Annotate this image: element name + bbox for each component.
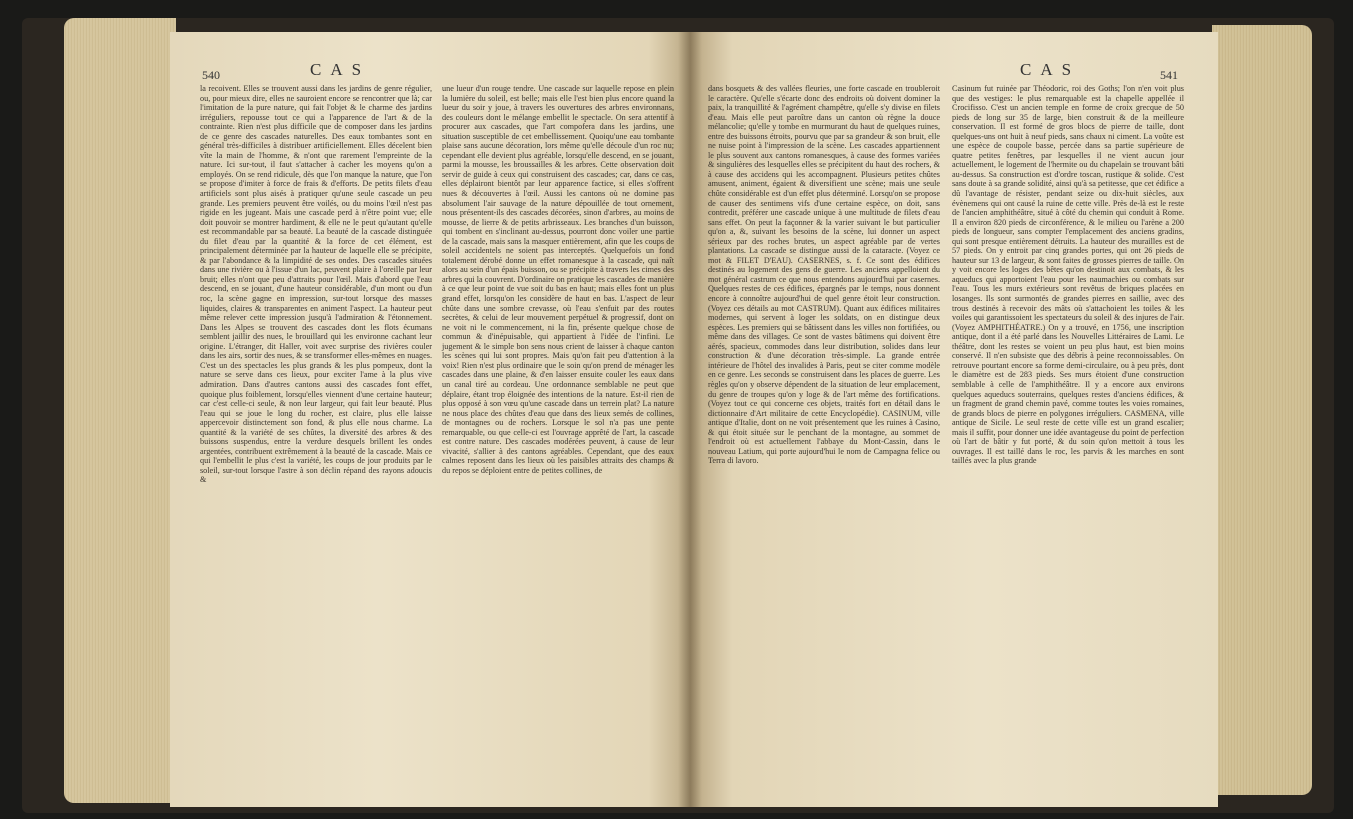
text-column: la recoivent. Elles se trouvent aussi dans les jardins de genre régulier, ou, pour mieux dire, elles ne sauroient encore se rencontrer que là; car l'imitation de la pure nature, qui fait l'objet & le charme des jardins irréguliers, repousse tout ce qui a l'apparence de l'art & de la contrainte. Rien n'est plus difficile que de composer dans les jardins de ce genre des cascades naturelles. Des eaux tombantes sont en général très-difficiles à distribuer artificiellement. Elles décelent bien vîte la main de l'homme, & n'ont que rarement l'empreinte de la nature. Ici sur-tout, il faut s'attacher à cacher les moyens qu'on a employés. On se rend ridicule, dès que l'on manque la nature, que l'on se propose d'imiter à force de frais & d'efforts. De petits filets d'eau artificiels sont plus aisés à pratiquer qu'une seule cascade un peu grande. Les premiers peuvent être voilés, ou du moins l'œil n'est pas rigide en les jugeant. Mais une cascade perd à n'être point vue; elle doit pouvoir se montrer hardiment, & elle ne le peut qu'autant qu'elle est recommandable par sa beauté. La beauté de la cascade distinguée du filet d'eau par la quantité & la force de cet élément, est principalement déterminée par la hauteur de laquelle elle se précipite, & par l'abondance & la limpidité de ses ondes. Des cascades situées dans une rivière ou à l'issue d'un lac, peuvent plaire à l'oreille par leur bruit; elles n'ont que peu d'attraits pour l'œil. Mais d'abord que l'eau descend, en se jouant, d'une hauteur considérable, d'un mont ou d'un roc, la scène gagne en impression, sur-tout lorsque des masses liquides, claires & transparentes en animent l'aspect. La hauteur peut même relever cette impression jusqu'à l'admiration & l'étonnement. Dans les Alpes se trouvent des cascades dont les flots écumans semblent jaillir des nues, le brouillard qui les environne cachant leur origine. L'étranger, dit Haller, voit avec surprise des rivières couler dans les airs, sortir des nues, & se transformer elles-mêmes en nuages. C'est un des spectacles les plus grands & les plus pompeux, dont la nature se serve dans ces lieux, pour exciter l'ame à la plus vive admiration. Dans d'autres cantons aussi des cascades font effet, quoique plus foiblement, lorsqu'elles viennent d'une certaine hauteur; car c'est celle-ci seule, & non leur largeur, qui fait leur beauté. Plus l'eau qui se joue le long du rocher, est claire, plus elle laisse appercevoir distinctement son fond, & plus elle nous charme. La quantité & la variété de ses chûtes, la diversité des arbres & des buissons suspendus, entre la verdure desquels brillent les ondes argentées, contribuent extrêmement à la beauté de la cascade. Mais ce qui l'embellit le plus c'est la variété, les coups de jour produits par le soleil, sur-tout lorsque l'astre à son déclin répand des rayons adoucis &	[200, 84, 432, 485]
left-page	[170, 32, 690, 807]
page-edges-right	[1212, 25, 1312, 795]
page-number: 540	[202, 68, 220, 82]
text-column: dans bosquets & des vallées fleuries, une forte cascade en troubleroit le caractère. Qu'elle s'écarte donc des endroits où doivent dominer la paix, la tranquillité & l'agrément champêtre, qu'elle s'y divise en filets d'eau. Mais elle peut paroître dans un canton où règne la douce mélancolie; qu'elle y tombe en murmurant du haut de quelques ruines, entre des buissons étroits, pourvu que par sa grandeur & son bruit, elle ne nuise point à l'impression de la scène. Les cascades appartiennent le plus souvent aux cantons romanesques, à cause des formes variées & singulières des lesquelles elles se précipitent du haut des rochers, & à cause des accidens qui les accompagnent. Plusieurs petites chûtes amusent, animent, égaient & diversifient une scène; mais une seule chûte considérable est d'un effet plus déterminé. Lorsqu'on se propose de causer des sentimens vifs d'une certaine espèce, on doit, sans contredit, préférer une cascade unique à une multitude de filets d'eau sans effet. On peut la façonner & la varier suivant le but particulier qu'on a, &, suivant les besoins de la scène, lui donner un aspect sérieux par des roches brutes, un aspect agréable par de vertes plantations. La cascade se distingue aussi de la cataracte. (Voyez ce mot & FILET D'EAU). CASERNES, s. f. Ce sont des édifices destinés au logement des gens de guerre. Les anciens appelloient du mot général castrum ce que nous entendons aujourd'hui par casernes. Quelques restes de ces édifices, épargnés par le temps, nous donnent encore à connoître aujourd'hui de quel genre étoit leur construction. (Voyez ces détails au mot CASTRUM). Quant aux édifices militaires modernes, qui servent à loger les soldats, on en distingue deux espèces. Les premiers qui se bâtissent dans les villes non fortifiées, ou même dans des villages. Ce sont de vastes bâtimens qui doivent être aérés, spacieux, commodes dans leur distribution, solides dans leur construction & d'une décoration très-simple. La grande entrée intérieure de l'hôtel des invalides à Paris, peut se citer comme modèle en ce genre. Les seconds se construisent dans les places de guerre. Les règles qu'on y observe dépendent de la situation de leur emplacement, du genre de troupes qu'on y loge & de l'art même des fortifications. (Voyez tout ce qui concerne ces objets, traités fort en détail dans le dictionnaire d'Art militaire de cette Encyclopédie). CASINUM, ville antique d'Italie, dont on ne voit présentement que les ruines à Casino, & qui étoit située sur le penchant de la montagne, au sommet de l'endroit où est actuellement l'abbaye du Mont-Cassin, dans le nouveau Latium, qui porte aujourd'hui le nom de Campagna felice ou Terra di lavoro.	[708, 84, 940, 466]
page-number: 541	[1160, 68, 1178, 82]
right-page	[690, 32, 1218, 807]
page-edges-left	[64, 18, 176, 803]
running-head: CAS	[1020, 60, 1081, 79]
running-head: CAS	[310, 60, 371, 79]
book-gutter	[678, 32, 702, 807]
text-column: Casinum fut ruinée par Théodoric, roi des Goths; l'on n'en voit plus que des vestiges: le plus remarquable est la chapelle appellée il Crocifisso. C'est un ancien temple en forme de croix grecque de 50 pieds de long sur 35 de large, bien construit & de la meilleure conservation. Il est formé de gros blocs de pierre de taille, dont quelques-uns ont huit à neuf pieds, sans chaux ni ciment. La voûte est une espèce de coupole basse, percée dans sa partie supérieure de quatre petites fenêtres, par lesquelles il ne vient aucun jour actuellement, le logement de l'hermite ou du chapelain se trouvant bâti au-dessus. Sa construction est d'ordre toscan, rustique & solide. C'est sans doute à sa grande solidité, ainsi qu'à sa petitesse, que cet édifice a dû l'avantage de résister, pendant seize ou dix-huit siècles, aux évènemens qui ont causé la ruine de cette ville. Près de-là est le reste de l'ancien amphithéâtre, situé à côté du chemin qui conduit à Rome. Il a environ 820 pieds de circonférence, & le milieu ou l'arène a 200 pieds de longueur, sans compter l'emplacement des anciens gradins, qui sont presque entièrement détruits. La hauteur des murailles est de 57 pieds. On y entroit par cinq grandes portes, qui ont 26 pieds de hauteur sur 13 de largeur, & sont faites de grosses pierres de taille. On y voit encore les loges des bêtes qu'on destinoit aux combats, & les aqueducs qui apportoient l'eau pour les naumachies ou combats sur l'eau. Tous les murs extérieurs sont revêtus de briques placées en losanges. Ils sont surmontés de grandes pierres en saillie, avec des trous destinés à recevoir des mâts où s'attachoient les toiles & les voiles qui garantissoient les spectateurs du soleil & des injures de l'air. (Voyez AMPHITHÉATRE.) On y a trouvé, en 1756, une inscription antique, dont il a été parlé dans les Nouvelles Littéraires de Lami. Le théâtre, dont les restes se voient un peu plus haut, est bien moins conservé. Il n'en subsiste que des débris à peine reconnoissables. On retrouve pourtant encore sa forme demi-circulaire, ou à peu près, dont le diamètre est de 283 pieds. Ses murs étoient d'une construction semblable à celle de l'amphithéâtre. Il y a encore aux environs quelques aqueducs souterrains, quelques restes d'anciens édifices, & un fragment de grand chemin pavé, comme toutes les voies romaines, de grands blocs de pierre en polygones irréguliers. CASMENA, ville antique de Sicile. Le seul reste de cette ville est un grand escalier; mais il suffit, pour donner une idée avantageuse du point de perfection où l'art de bâtir y fut porté, & du soin qu'on mettoit à tous les ouvrages. Il est taillé dans le roc, les parvis & les marches en sont taillés avec la plus grande	[952, 84, 1184, 466]
text-column: une lueur d'un rouge tendre. Une cascade sur laquelle repose en plein la lumière du soleil, est belle; mais elle l'est bien plus encore quand la lueur du soir y joue, à travers les ouvertures des arbres environnans, des couleurs dont le mélange embellit le spectacle. On sera attentif à procurer aux cascades, que l'art compofera dans les jardins, une situation susceptible de cet embellissement. Quoiqu'une eau tombante plaise sans aucune décoration, lors même qu'elle découle d'un roc nu; cependant elle devient plus agréable, lorsqu'elle descend, en se jouant, parmi la mousse, les broussailles & les arbres. Cette observation doit servir de guide à ceux qui construisent des cascades; car, dans ce cas, elles déplairont bientôt par leur apparence factice, si elles s'offrent nues & découvertes à l'œil. Aussi les cantons où ne domine pas absolument l'air sauvage de la nature dépouillée de tout ornement, nous présentent-ils des cascades décorées, sinon d'arbres, au moins de mousse, de lierre & de petits arbrisseaux. Les branches d'un buisson, qui tombent en s'inclinant au-dessus, pourront donc voiler une partie de la cascade, mais sans la masquer entièrement, afin que les coups de soleil accidentels ne soient pas interceptés. Quelquefois un fond totalement dérobé donne un effet romanesque à la cascade, qui naît alors au sein d'un épais buisson, ou se précipite à travers les cimes des arbres qui la couvrent. D'ordinaire on pratique les cascades de manière à ce que leur point de vue soit du bas en haut; mais elles font un plus grand effet, lorsqu'on les considère de haut en bas. L'aspect de leur chûte dans une sombre crevasse, où l'eau s'enfuit par des routes secrètes, & celui de leur mouvement perpétuel & progressif, dont on ne voit ni le commencement, ni la fin, présente quelque chose de commun & d'inépuisable, qui appartient à l'idée de l'infini. Le jugement & le simple bon sens nous crient de laisser à chaque canton les scènes qui lui sont propres. Mais qu'on fait peu d'attention à la voix! Rien n'est plus ordinaire que le soin qu'on prend de ménager les cascades dans une plaine, & d'en laisser ensuite couler les eaux dans un canal tiré au cordeau. Une ordonnance semblable ne peut que déplaire, étant trop éloignée des intentions de la nature. Est-il rien de plus opposé à son vœu qu'une cascade dans un terrein plat? La nature ne nous place des chûtes d'eau que dans des lieux semés de collines, de montagnes ou de rochers. Lorsque le sol n'a pas une pente remarquable, ou que celle-ci est l'ouvrage apprêté de l'art, la cascade est contre nature. Des cascades modérées peuvent, à cause de leur vivacité, s'allier à des cantons agréables. Cependant, que des eaux calmes reposent dans les lieux où les paisibles attraits des champs & du repos se déploient entre de petites collines, de	[442, 84, 674, 475]
